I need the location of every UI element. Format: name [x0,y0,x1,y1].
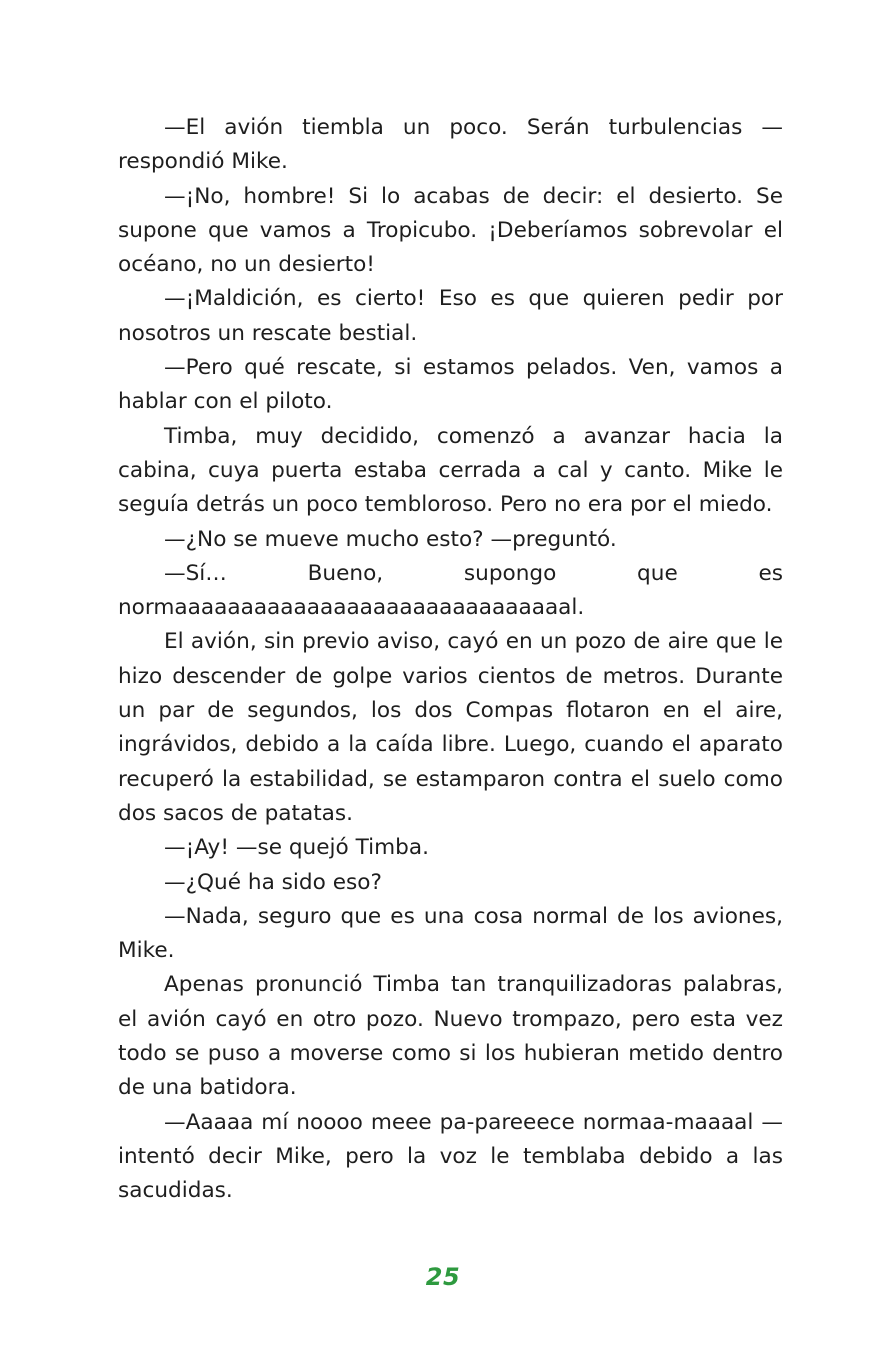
paragraph: —Nada, seguro que es una cosa normal de los aviones, Mike. [118,903,783,964]
paragraph: El avión, sin previo aviso, cayó en un pozo de aire que le hizo descender de golpe varios cientos de metros. Durante un par de segundos, los dos Compas flotaron en el aire, ingrávidos, debido a la caída libre. Luego, cuando el aparato recuperó la estabilidad, se estamparon contra el suelo como dos sacos de patatas. [118,629,783,826]
paragraph: Timba, muy decidido, comenzó a avanzar hacia la cabina, cuya puerta estaba cerrada a cal y canto. Mike le seguía detrás un poco tembloroso. Pero no era por el miedo. [118,423,783,518]
paragraph: —Sí… Bueno, supongo que es normaaaaaaaaaaaaaaaaaaaaaaaaaaaaaal. [118,560,783,621]
body-text [118,111,783,1209]
paragraph: —¿Qué ha sido eso? [164,869,382,895]
paragraph: —¡Ay! —se quejó Timba. [164,835,429,861]
page-number: 25 [425,1263,461,1291]
paragraph: —Pero qué rescate, si estamos pelados. Ven, vamos a hablar con el piloto. [118,355,783,415]
paragraph: —¡No, hombre! Si lo acabas de decir: el desierto. Se supone que vamos a Tropicubo. ¡Deberíamos sobrevolar el océano, no un desierto! [118,183,783,278]
paragraph: Apenas pronunció Timba tan tranquilizadoras palabras, el avión cayó en otro pozo. Nuevo trompazo, pero esta vez todo se puso a moverse como si los hubieran metido dentro de una batidora. [118,972,783,1101]
paragraph: —Aaaaa mí noooo meee pa-pareeece normaa-maaaal —intentó decir Mike, pero la voz le temblaba debido a las sacudidas. [118,1109,783,1204]
paragraph: —El avión tiembla un poco. Serán turbulencias —respondió Mike. [118,115,783,175]
paragraph: —¡Maldición, es cierto! Eso es que quieren pedir por nosotros un rescate bestial. [118,286,783,346]
paragraph: —¿No se mueve mucho esto? —preguntó. [164,526,617,552]
